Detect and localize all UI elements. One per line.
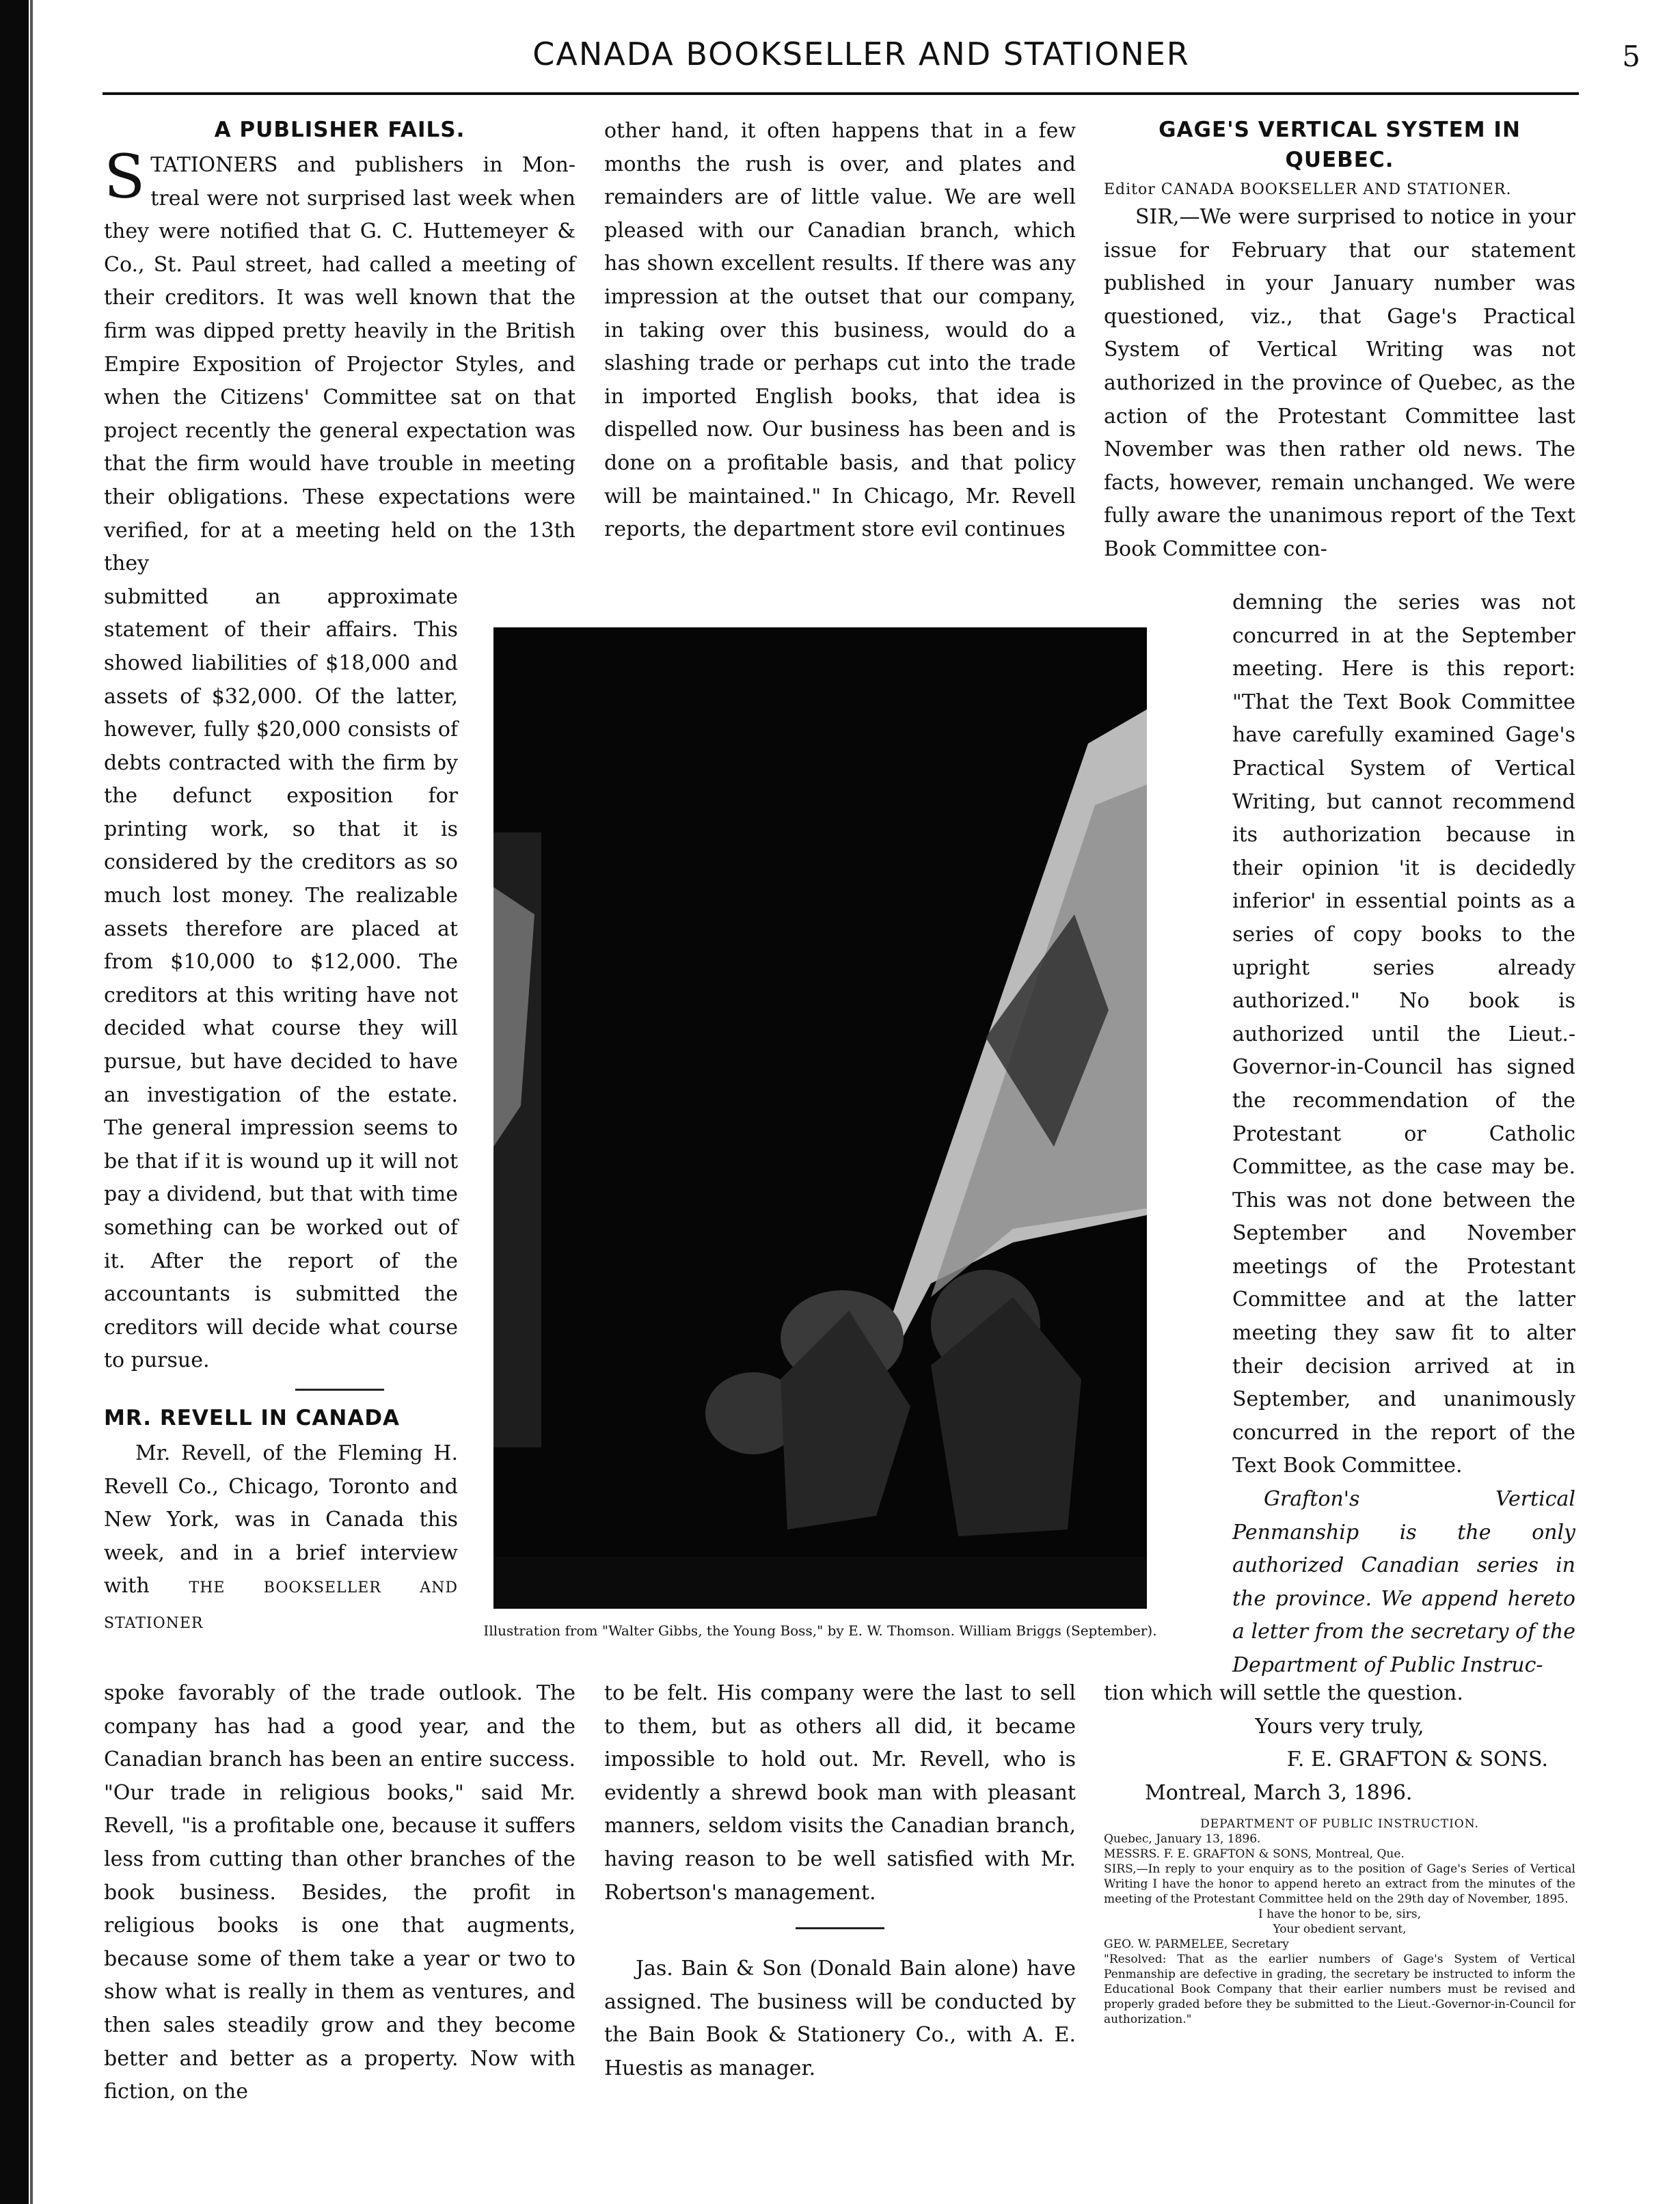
letter-recipient: MESSRS. F. E. GRAFTON & SONS, Montreal, Que. <box>1104 1847 1405 1862</box>
body-text-gages: SIR,—We were surprised to notice in your issue for February that our statement published in your January number was questioned, viz., that Gage's Practical System of Vertical Writing was not authorized in the province of Quebec, as the action of the Protestant Committee last November was then rather old news. The facts, however, remain unchanged. We were fully aware the unanimous report of the Text Book Committee con- <box>1104 205 1575 561</box>
body-text-gages-end: tion which will settle the question. <box>1104 1681 1463 1705</box>
body-text-revell-continued: other hand, it often happens that in a few months the rush is over, and plates and remainders are of little value. We are well pleased with our Canadian branch, which has shown excellent results. If there was any impression at the outset that our company, in taking over this business, would do a slashing trade or perhaps cut into the trade in imported English books, that idea is dispelled now. Our business has been and is done on a profitable basis, and that policy will be maintained." In Chicago, Mr. Revell reports, the department store evil continues <box>604 119 1076 542</box>
enclosed-letter <box>1104 1817 1575 2027</box>
letter-signature: F. E. GRAFTON & SONS. <box>1286 1747 1548 1772</box>
article-heading-publisher-fails: A PUBLISHER FAILS. <box>214 118 465 142</box>
first-line: TATIONERS and publishers in Mon- <box>150 153 575 177</box>
article-heading-gages: GAGE'S VERTICAL SYSTEM IN QUEBEC. <box>1159 118 1521 172</box>
revell-intro: Mr. Revell, of the Fleming H. Revell Co., Chicago, Toronto and New York, was in Canada this week, and in a brief interview with <box>104 1441 458 1598</box>
publication-name: THE BOOKSELLER AND STATIONER <box>104 1579 458 1632</box>
column-3-bottom <box>1104 1677 1575 2027</box>
body-text-grafton: Grafton's Vertical Penmanship is the only authorized Canadian series in the province. We append hereto a letter from the secretary of the Department of Public Instruc- <box>1232 1487 1575 1677</box>
letter-dateline: Montreal, March 3, 1896. <box>1145 1780 1413 1805</box>
column-1-bottom <box>104 1677 575 2109</box>
drop-cap: S <box>104 141 146 212</box>
column-3-narrow <box>1232 586 1575 1683</box>
body-text-revell-outlook: spoke favorably of the trade outlook. The company has had a good year, and the Canadian branch has been an entire success. "Our trade in religious books," said Mr. Revell, "is a profitable one, because it suffers less from cutting than other branches of the book business. Besides, the profit in religious books is one that augments, because some of them take a year or two to show what is really in them as ventures, and then sales steadily grow and they become better and better as a property. Now with fiction, on the <box>104 1681 575 2104</box>
body-text-gages-narrow: demning the series was not concurred in at the September meeting. Here is this report: "That the Text Book Committee have carefully examined Gage's Practical System of Vertical Writing, but cannot recommend its authorization because in their opinion 'it is decidedly inferior' in essential points as a series of copy books to the upright series already authorized." No book is authorized until the Lieut.-Governor-in-Council has signed the recommendation of the Protestant or Catholic Committee, as the case may be. This was not done between the September and November meetings of the Protestant Committee and at the latter meeting they saw fit to alter their decision arrived at in September, and unanimously concurred in the report of the Text Book Committee. <box>1232 590 1575 1478</box>
article-body-publisher-fails <box>104 141 575 581</box>
column-3 <box>1104 115 1575 567</box>
illustration-image <box>493 627 1147 1609</box>
scan-edge-line <box>30 0 33 2204</box>
body-text-revell-end: to be felt. His company were the last to sell to them, but as others all did, it became impossible to hold out. Mr. Revell, who is evidently a shrewd book man with pleasant manners, seldom visits the Canadian branch, having reason to be well satisfied with Mr. Robertson's management. <box>604 1681 1076 1905</box>
illustration <box>493 627 1147 1609</box>
body-text-narrow: submitted an approximate statement of their affairs. This showed liabilities of $18,000 and assets of $32,000. Of the latter, however, fully $20,000 consists of debts contracted with the firm by the defunct exposition for printing work, so that it is considered by the creditors as so much lost money. The realizable assets therefore are placed at from $10,000 to $12,000. The creditors at this writing have not decided what course they will pursue, but have decided to have an investigation of the estate. The general impression seems to be that if it is wound up it will not pay a dividend, but that with time something can be worked out of it. After the report of the accountants is submitted the creditors will decide what course to pursue. <box>104 584 458 1373</box>
letter-servant: Your obedient servant, <box>1273 1922 1407 1937</box>
body-text-bain: Jas. Bain & Son (Donald Bain alone) have assigned. The business will be conducted by the Bain Book & Stationery Co., with A. E. Huestis as manager. <box>604 1957 1076 2080</box>
running-head <box>82 36 1640 83</box>
page-title: CANADA BOOKSELLER AND STATIONER <box>532 36 1190 72</box>
letter-body: SIRS,—In reply to your enquiry as to the position of Gage's Series of Vertical Writing I have the honor to append hereto an extract from the minutes of the meeting of the Protestant Committee held on the 29th day of November, 1895. <box>1104 1862 1575 1907</box>
article-heading-revell: MR. REVELL IN CANADA <box>104 1405 401 1430</box>
separator-rule <box>295 1389 384 1391</box>
separator-rule <box>796 1927 884 1929</box>
page-number: 5 <box>1622 40 1640 73</box>
header-rule <box>103 92 1579 95</box>
column-2 <box>604 115 1076 547</box>
letter-department: DEPARTMENT OF PUBLIC INSTRUCTION. <box>1200 1817 1479 1832</box>
editor-line: Editor CANADA BOOKSELLER AND STATIONER. <box>1104 181 1512 198</box>
letter-secretary: GEO. W. PARMELEE, Secretary <box>1104 1937 1289 1952</box>
body-text: treal were not surprised last week when they were notified that G. C. Huttemeyer & Co., St. Paul street, had called a meeting of their creditors. It was well known that the firm was dipped pretty heavily in the British Empire Exposition of Projector Styles, and when the Citizens' Committee sat on that project recently the general expectation was that the firm would have trouble in meeting their obligations. These expectations were verified, for at a meeting held on the 13th they <box>104 186 575 576</box>
letter-closing: Yours very truly, <box>1255 1714 1424 1739</box>
letter-resolution: "Resolved: That as the earlier numbers of Gage's System of Vertical Penmanship are defective in grading, the secretary be instructed to inform the Educational Book Company that their earlier numbers must be revised and properly graded before they be submitted to the Lieut.-Governor-in-Council for authorization." <box>1104 1953 1575 2027</box>
letter-date: Quebec, January 13, 1896. <box>1104 1832 1261 1847</box>
letter-honor: I have the honor to be, sirs, <box>1258 1907 1422 1922</box>
column-2-bottom <box>604 1677 1076 2086</box>
illustration-caption: Illustration from "Walter Gibbs, the Young Boss," by E. W. Thomson. William Briggs (September). <box>483 1622 1157 1639</box>
body-text-revell <box>104 1437 458 1641</box>
scan-edge <box>0 0 29 2204</box>
